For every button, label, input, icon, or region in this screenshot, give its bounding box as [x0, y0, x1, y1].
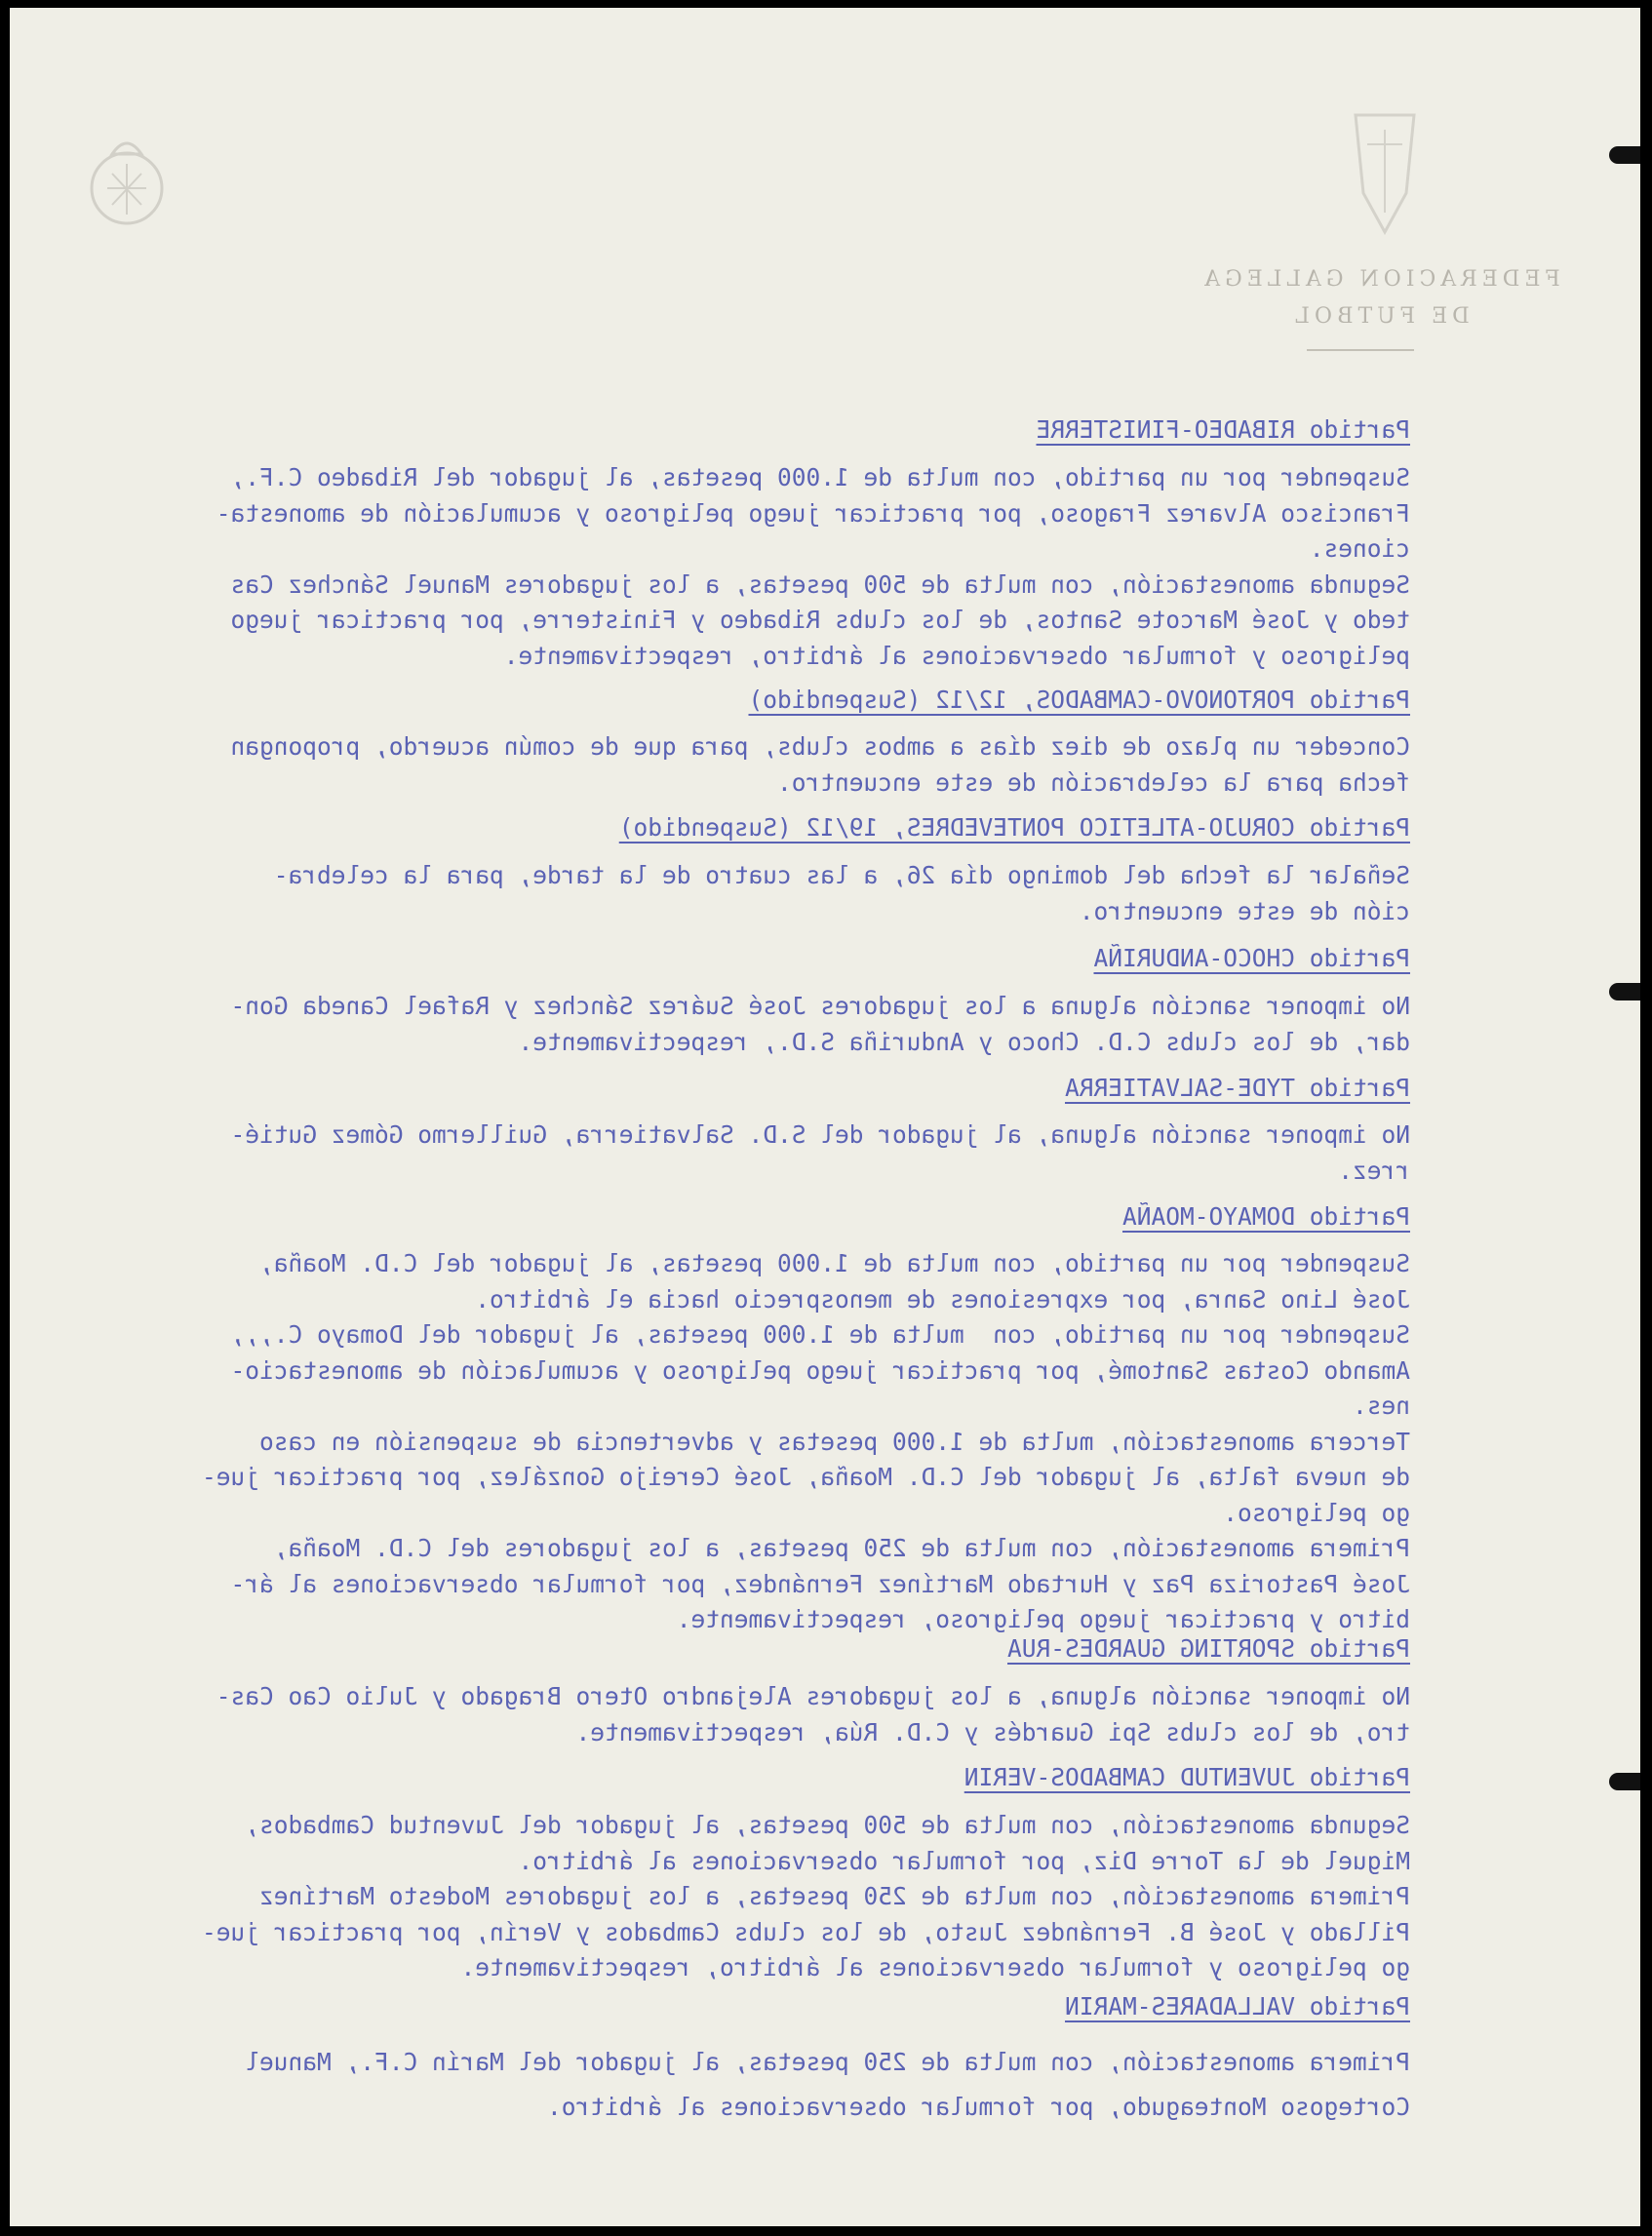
text-line: Señalar la fecha del domingo día 26, a las cuatro de la tarde, para la celebra- — [273, 861, 1410, 889]
text-line: Suspender por un partido, con multa de 1.000 pesetas, al jugador del C.D. Moaña, — [258, 1249, 1410, 1277]
text-line: Conceder un plazo de diez días a ambos clubs, para que de común acuerdo, propongan — [230, 732, 1410, 761]
section-body — [10, 1118, 1410, 1189]
section-heading: Partido RIBADEO-FINISTERRE — [1036, 415, 1410, 444]
section-body — [10, 2040, 1410, 2130]
federation-name-line1: FEDERACION GALLEGA — [1200, 267, 1560, 292]
section-heading: Partido CHOCO-ANDURIÑA — [1093, 944, 1410, 972]
text-line: go peligroso y formular observaciones al árbitro, respectivamente. — [460, 1953, 1410, 1981]
text-line: Tercera amonestación, multa de 1.000 pesetas y advertencia de suspensión en caso — [258, 1427, 1410, 1456]
text-line: No imponer sanción alguna a los jugadores José Suárez Sánchez y Rafael Caneda Gon- — [230, 992, 1410, 1020]
text-line: tro, de los clubs Spi Guardés y C.D. Rúa, respectivamente. — [575, 1717, 1410, 1746]
text-line: rrez. — [1338, 1156, 1410, 1185]
section-heading: Partido VALLADARES-MARIN — [1064, 1992, 1410, 2020]
section-body — [10, 460, 1410, 674]
text-line: ciones. — [1309, 534, 1410, 563]
document-page — [10, 8, 1640, 2226]
section-heading: Partido JUVENTUD CAMBADOS-VERIN — [964, 1763, 1410, 1791]
text-line: No imponer sanción alguna, a los jugadores Alejandro Otero Bragado y Julio Cao Cas- — [216, 1682, 1410, 1710]
text-line: José Lino Sanra, por expresiones de menosprecio hacia el árbitro. — [475, 1284, 1410, 1314]
text-line: Primera amonestación, con multa de 250 pesetas, a los jugadores Modesto Martínez — [258, 1882, 1410, 1910]
document-body — [10, 8, 1640, 2226]
section-heading: Partido CORUJO-ATLETICO PONTEVEDRES, 19/12 (Suspendido) — [618, 813, 1410, 842]
text-line: ción de este encuentro. — [1079, 896, 1410, 925]
text-line: bitro y practicar juego peligroso, respectivamente. — [676, 1605, 1410, 1633]
federation-name-line2: DE FUTBOL — [1290, 304, 1470, 329]
text-line: Amando Costas Santomé, por practicar juego peligroso y acumulación de amonestacio- — [230, 1355, 1410, 1385]
section-body — [10, 729, 1410, 801]
text-line: Segunda amonestación, con multa de 500 pesetas, a los jugadores Manuel Sánchez Cas — [230, 569, 1410, 599]
section-heading: Partido DOMAYO-MOAÑA — [1121, 1202, 1410, 1231]
text-line: Primera amonestación, con multa de 250 pesetas, al jugador del Marín C.F., Manuel — [245, 2048, 1410, 2076]
text-line: Cortegoso Monteagudo, por formular observaciones al árbitro. — [546, 2093, 1410, 2121]
text-line: nes. — [1352, 1392, 1410, 1420]
text-line: dar, de los clubs C.D. Choco y Anduriña S.D., respectivamente. — [518, 1027, 1410, 1056]
section-body — [10, 858, 1410, 929]
section-body — [10, 1246, 1410, 1638]
text-line: Francisco Alvarez Fragoso, por practicar juego peligroso y acumulación de amonesta- — [216, 498, 1410, 528]
text-line: fecha para la celebración de este encuentro. — [776, 767, 1410, 797]
text-line: Suspender por un partido, con multa de 1.000 pesetas, al jugador del Domayo C.,,, — [230, 1320, 1410, 1349]
section-body — [10, 1808, 1410, 1986]
text-line: Segunda amonestación, con multa de 500 pesetas, al jugador del Juventud Cambados, — [245, 1811, 1410, 1839]
text-line: Pillado y José B. Fernández Justo, de los clubs Cambados y Verín, por practicar jue- — [201, 1917, 1410, 1946]
text-line: go peligroso. — [1223, 1498, 1410, 1527]
section-body — [10, 989, 1410, 1060]
text-line: Primera amonestación, con multa de 250 pesetas, a los jugadores del C.D. Moaña, — [273, 1534, 1410, 1562]
text-line: Suspender por un partido, con multa de 1.000 pesetas, al jugador del Ribadeo C.F., — [230, 463, 1410, 491]
section-heading: Partido TYDE-SALVATIERRA — [1064, 1074, 1410, 1102]
text-line: tedo y José Marcote Santos, de los clubs Ribadeo y Finisterre, por practicar juego — [230, 606, 1410, 634]
text-line: Miguel de la Torre Diz, por formular observaciones al árbitro. — [518, 1846, 1410, 1875]
section-heading: Partido PORTONOVO-CAMBADOS, 12/12 (Suspendido) — [748, 686, 1410, 714]
text-line: de nueva falta, al jugador del C.D. Moaña, José Cereijo González, por practicar jue- — [201, 1463, 1410, 1491]
text-line: No imponer sanción alguna, al jugador del S.D. Salvatierra, Guillermo Gómez Gutié- — [230, 1120, 1410, 1149]
section-body — [10, 1679, 1410, 1750]
section-heading: Partido SPORTING GUARDES-RUA — [1006, 1634, 1410, 1663]
text-line: José Pastoriza Paz y Hurtado Martínez Fernández, por formular observaciones al ár- — [230, 1569, 1410, 1598]
text-line: peligroso y formular observaciones al árbitro, respectivamente. — [503, 641, 1410, 670]
